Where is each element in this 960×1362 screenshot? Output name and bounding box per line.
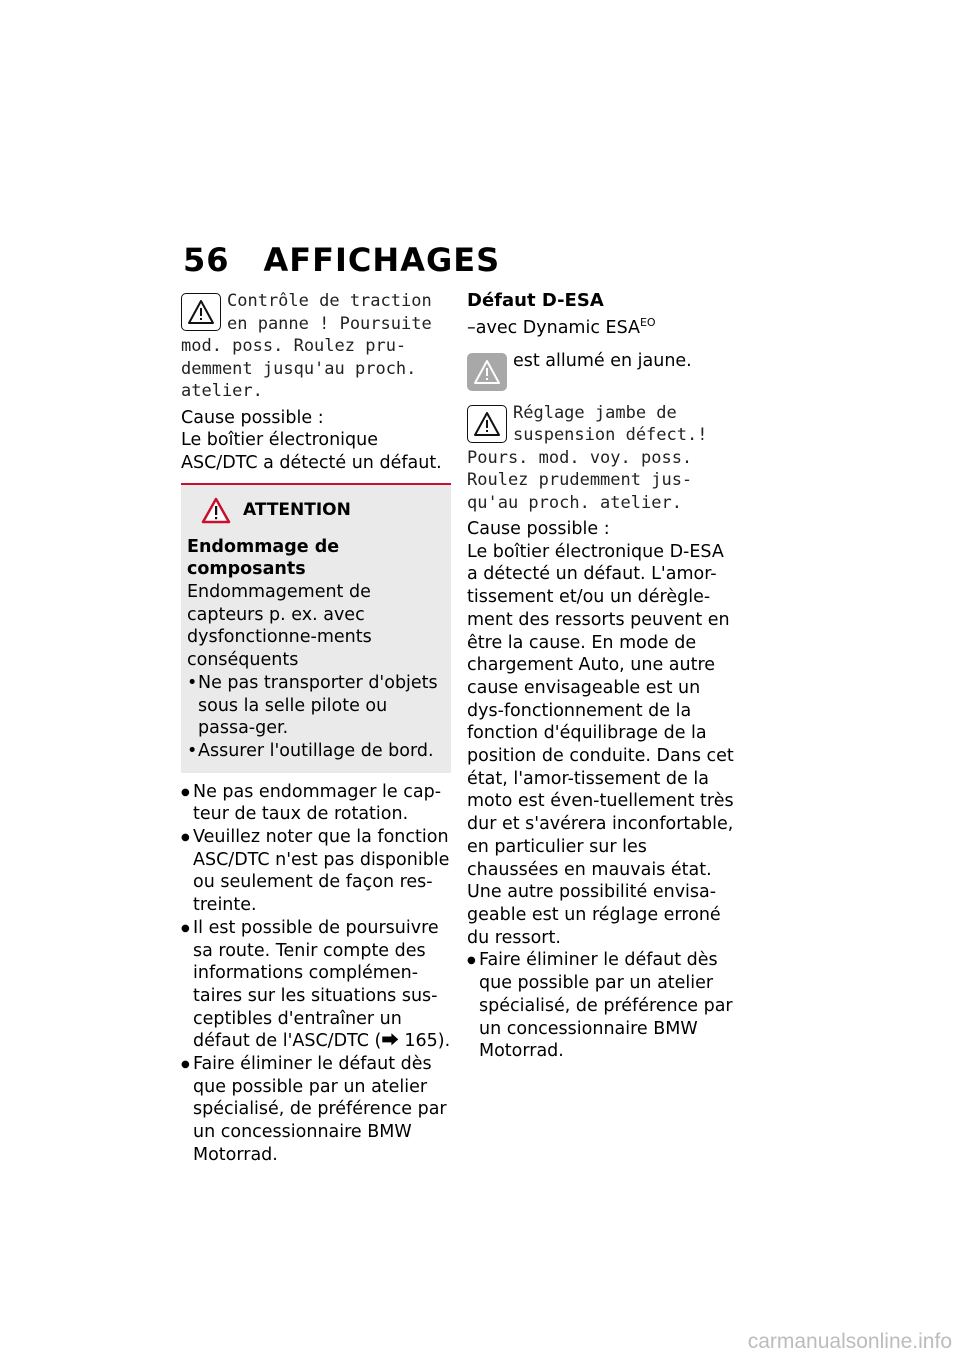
page-header xyxy=(183,241,500,279)
message-rest: en panne ! Poursuite mod. poss. Roulez pru-demment jusqu'au proch. atelier. xyxy=(181,313,432,401)
page-number: 56 xyxy=(183,241,230,279)
cause-text: Le boîtier électronique ASC/DTC a détecté un défaut. xyxy=(181,430,442,473)
subheading-sup: EO xyxy=(639,316,656,329)
section-subheading xyxy=(467,312,737,340)
watermark: carmanualsonline.info xyxy=(747,1330,952,1353)
cause-section xyxy=(467,518,737,949)
lamp-row xyxy=(467,350,737,394)
left-column xyxy=(181,290,451,1167)
cause-section xyxy=(181,407,451,475)
subheading-text: –avec Dynamic ESA xyxy=(467,317,640,338)
list-item: ● Veuillez noter que la fonction ASC/DTC n'est pas disponible ou seulement de façon res-treinte. xyxy=(181,826,451,917)
message-line-1: Réglage jambe de suspension défect.! xyxy=(513,402,708,446)
warning-triangle-icon xyxy=(181,293,221,331)
attention-box xyxy=(181,483,451,773)
section-heading: Défaut D-ESA xyxy=(467,290,604,311)
warning-triangle-icon xyxy=(467,405,507,443)
attention-text: Endommagement de capteurs p. ex. avec dysfonctionne-ments conséquents xyxy=(187,582,372,671)
lamp-text: est allumé en jaune. xyxy=(513,350,692,371)
attention-heading xyxy=(187,497,443,524)
yellow-warning-lamp-icon xyxy=(467,353,507,391)
list-item: ● Ne pas endommager le cap-teur de taux de rotation. xyxy=(181,781,451,826)
list-item: ● Faire éliminer le défaut dès que possible par un atelier spécialisé, de préférence par un concessionnaire BMW Motorrad. xyxy=(181,1053,451,1167)
warning-message xyxy=(181,290,451,403)
page-title: AFFICHAGES xyxy=(263,241,501,279)
attention-triangle-icon xyxy=(201,497,231,524)
list-item: ● Il est possible de poursuivre sa route. Tenir compte des informations complémen-taires sur les situations sus-ceptibles d'entraîner un défaut de l'ASC/DTC (⮕ 165). xyxy=(181,917,451,1053)
attention-title: ATTENTION xyxy=(243,500,351,521)
cause-label: Cause possible : xyxy=(467,519,610,540)
attention-list xyxy=(187,672,443,763)
right-bullet-list xyxy=(467,949,737,1063)
attention-subtitle: Endommage de composants xyxy=(187,536,340,580)
right-column xyxy=(467,290,737,1063)
left-bullet-list xyxy=(181,781,451,1167)
cause-text: Le boîtier électronique D-ESA a détecté un défaut. L'amor-tissement et/ou un dérègle-ment des ressorts peuvent en être la cause. En mode de chargement Auto, une autre cause envisageable est un dys-fonctionnement de la fonction d'équilibrage de la position de conduite. Dans cet état, l'amor-tissement de la moto est éven-tuellement très dur et s'avérera inconfortable, en particulier sur les chaussées en mauvais état. Une autre possibilité envisa-geable est un réglage erroné du ressort. xyxy=(467,541,734,948)
cause-label: Cause possible : xyxy=(181,407,324,428)
attention-item: • Ne pas transporter d'objets sous la selle pilote ou passa-ger. xyxy=(187,672,443,740)
message-rest: Pours. mod. voy. poss. Roulez prudemment jus-qu'au proch. atelier. xyxy=(467,447,693,513)
message-line-1: Contrôle de traction xyxy=(227,291,432,311)
list-item: ● Faire éliminer le défaut dès que possible par un atelier spécialisé, de préférence par un concessionnaire BMW Motorrad. xyxy=(467,949,737,1063)
warning-message xyxy=(467,402,737,515)
attention-item: • Assurer l'outillage de bord. xyxy=(187,740,443,763)
